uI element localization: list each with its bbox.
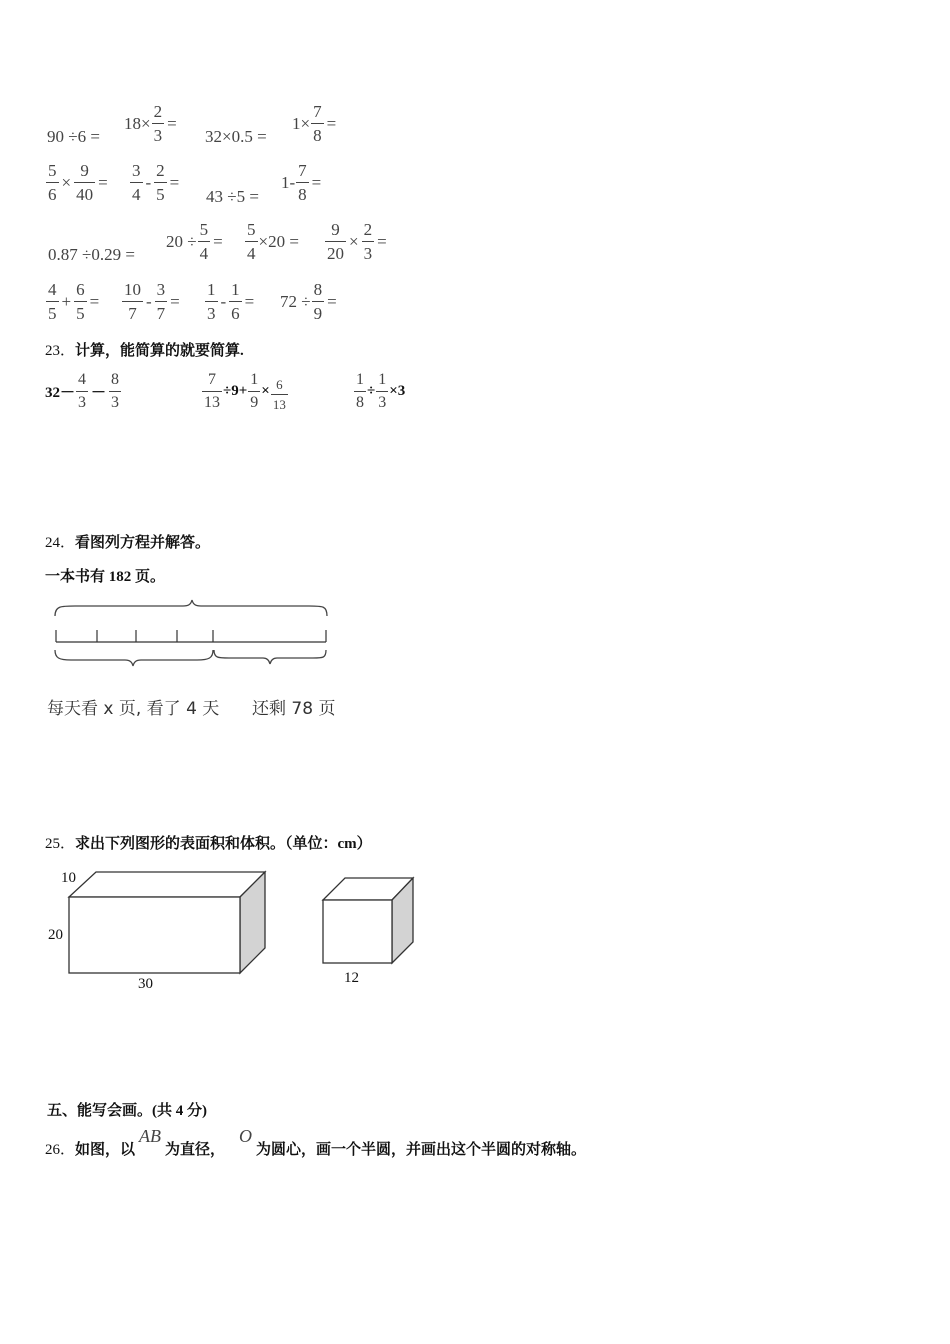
- oral-1b: 18× $\frac{2}{3}$ =: [124, 102, 177, 145]
- fraction: $\frac{8}{3}$: [111, 371, 120, 411]
- cuboid-figure: [60, 870, 275, 978]
- fraction: $\frac{1}{3}$: [207, 280, 216, 323]
- fraction: $\frac{5}{6}$: [48, 161, 57, 204]
- cuboid-depth-label: 10: [61, 870, 76, 886]
- oral-3b: 20 ÷ $\frac{5}{4}$ =: [166, 220, 223, 263]
- bottom-left-brace: [55, 650, 213, 666]
- cube-front-face: [323, 900, 392, 963]
- fraction: $\frac{5}{4}$: [247, 220, 256, 263]
- fraction: $\frac{1}{8}$: [356, 371, 364, 411]
- oral-4d: 72 ÷ $\frac{8}{9}$ =: [280, 280, 337, 323]
- q23-heading: 23．计算，能简算的就要简算.: [45, 343, 244, 359]
- fraction: $\frac{5}{4}$: [199, 220, 209, 263]
- oral-2d: 1- $\frac{7}{8}$ =: [281, 161, 322, 204]
- q25-heading: 25．求出下列图形的表面积和体积。（单位：cm）: [45, 836, 372, 852]
- fraction: $\frac{3}{4}$: [132, 161, 141, 204]
- fraction: $\frac{9}{20}$: [327, 220, 344, 263]
- oral-1d: 1× $\frac{7}{8}$ =: [292, 102, 337, 145]
- caption-read: 每天看 x 页, 看了 4 天: [47, 699, 220, 719]
- q26-text: 26．如图，以AB为直径，O为圆心，画一个半圆，并画出这个半圆的对称轴。: [45, 1126, 587, 1158]
- cuboid-length-label: 30: [138, 976, 153, 992]
- oral-2c: 43 ÷5 =: [206, 187, 259, 206]
- oral-1c: 32×0.5 =: [205, 127, 267, 146]
- oral-4b: $\frac{10}{7}$ - $\frac{3}{7}$ =: [124, 280, 180, 323]
- cube-figure: [315, 872, 420, 967]
- q24-heading: 24．看图列方程并解答。: [45, 535, 211, 551]
- oral-4a: $\frac{4}{5}$ + $\frac{6}{5}$ =: [48, 280, 100, 323]
- fraction: $\frac{1}{3}$: [378, 371, 387, 411]
- oral-2a: $\frac{5}{6}$ × $\frac{9}{40}$ =: [48, 161, 108, 204]
- cuboid-front-face: [69, 897, 240, 973]
- q23-expr-1: 32－ $\frac{4}{3}$ － $\frac{8}{3}$: [45, 371, 120, 411]
- fraction: $\frac{2}{3}$: [363, 220, 373, 263]
- fraction: $\frac{1}{9}$: [250, 371, 259, 411]
- fraction: $\frac{6}{13}$: [272, 377, 286, 412]
- cube-edge-label: 12: [344, 970, 359, 986]
- cuboid-height-label: 20: [48, 927, 63, 943]
- fraction: $\frac{9}{40}$: [76, 161, 94, 204]
- fraction: $\frac{4}{5}$: [48, 280, 57, 323]
- fraction: $\frac{6}{5}$: [76, 280, 85, 323]
- q23-expr-2: $\frac{7}{13}$ ÷9+ $\frac{1}{9}$ × $\frac{6}{13}$: [204, 371, 286, 412]
- oral-3d: $\frac{9}{20}$ × $\frac{2}{3}$ =: [327, 220, 387, 263]
- oral-1a: 90 ÷6 =: [47, 127, 100, 146]
- fraction: $\frac{4}{3}$: [78, 371, 87, 411]
- fraction: $\frac{7}{8}$: [298, 161, 307, 204]
- fraction: $\frac{7}{13}$: [204, 371, 220, 411]
- q24-subtitle: 一本书有 182 页。: [45, 569, 166, 585]
- bottom-right-brace: [214, 650, 326, 664]
- oral-3c: $\frac{5}{4}$ ×20 =: [247, 220, 299, 263]
- segment-diagram: [45, 598, 335, 670]
- top-brace: [55, 600, 327, 616]
- oral-3a: 0.87 ÷0.29 =: [48, 245, 135, 264]
- fraction: $\frac{7}{8}$: [313, 102, 322, 145]
- oral-2b: $\frac{3}{4}$ - $\frac{2}{5}$ =: [132, 161, 180, 204]
- fraction: $\frac{3}{7}$: [156, 280, 166, 323]
- caption-remaining: 还剩 78 页: [252, 699, 336, 719]
- fraction: $\frac{10}{7}$: [124, 280, 141, 323]
- q23-expr-3: $\frac{1}{8}$ ÷ $\frac{1}{3}$ ×3: [356, 371, 406, 411]
- oral-4c: $\frac{1}{3}$ - $\frac{1}{6}$ =: [207, 280, 255, 323]
- fraction: $\frac{2}{3}$: [153, 102, 163, 145]
- fraction: $\frac{8}{9}$: [313, 280, 323, 323]
- fraction: $\frac{2}{5}$: [156, 161, 165, 204]
- section-5-title: 五、能写会画。(共 4 分): [47, 1103, 207, 1119]
- cuboid-top-face: [69, 872, 265, 897]
- fraction: $\frac{1}{6}$: [231, 280, 240, 323]
